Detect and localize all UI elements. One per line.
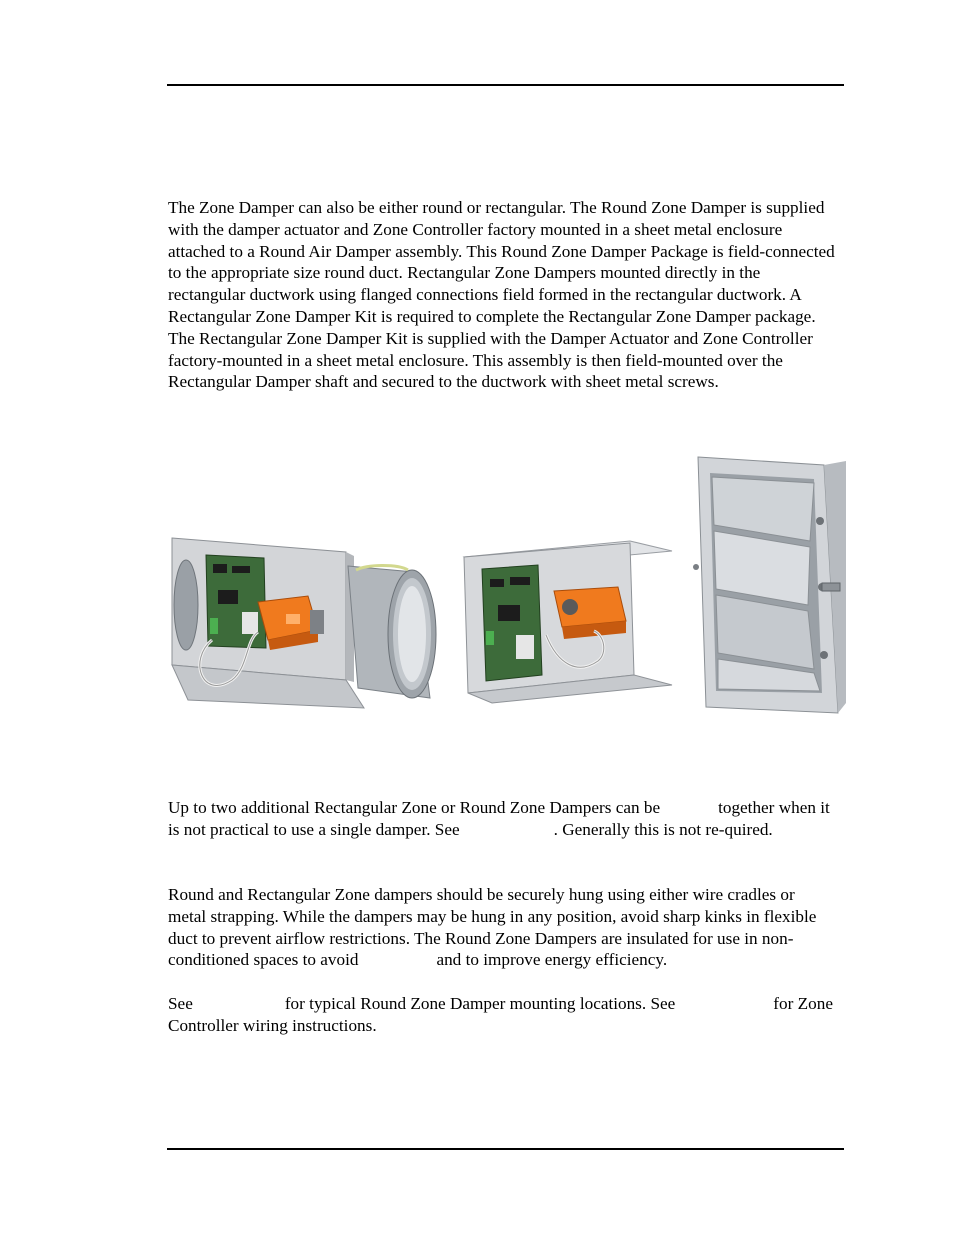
- slaving-text-1: Up to two additional Rectangular Zone or Round Zone Dampers can be: [168, 798, 661, 817]
- slaving-text-2: together when it is not practical to use a single damper. See: [168, 798, 830, 839]
- hanging-text-1: Round and Rectangular Zone dampers should be securely hung using either wire cradles or metal strapping. While the dampers may be hung in any position, avoid sharp kinks in flexible duct to prevent airflow restrictions. The Round Zone Dampers are insulated for use in non-conditioned spaces to avoid: [168, 885, 817, 970]
- see-text-3: for Zone Controller wiring instructions.: [168, 994, 833, 1035]
- slaving-paragraph: [168, 797, 836, 841]
- hanging-text-2: and to improve energy efficiency.: [436, 950, 668, 970]
- footer-rule: [167, 1148, 844, 1150]
- round-zone-damper-image: [168, 530, 440, 715]
- intro-paragraph: The Zone Damper can also be either round or rectangular. The Round Zone Damper is supplied with the damper actuator and Zone Controller factory mounted in a sheet metal enclosure attached to a Round Air Damper assembly. This Round Zone Damper Package is field-connected to the appropriate size round duct. Rectangular Zone Dampers mounted directly in the rectangular ductwork using flanged connections field formed in the rectangular ductwork. A Rectangular Zone Damper Kit is required to complete the Rectangular Zone Damper package. The Rectangular Zone Damper Kit is supplied with the Damper Actuator and Zone Controller factory-mounted in a sheet metal enclosure. This assembly is then field-mounted over the Rectangular Damper shaft and secured to the ductwork with sheet metal screws.: [168, 198, 835, 392]
- slaving-text-3: . Generally this is not re-quired.: [553, 819, 773, 839]
- rectangular-zone-damper-image: [692, 455, 848, 717]
- see-references-paragraph: [168, 993, 836, 1037]
- header-rule: [167, 84, 844, 86]
- hanging-paragraph: [168, 884, 836, 971]
- see-text-1: See: [168, 994, 193, 1013]
- rectangular-damper-kit-image: [458, 535, 676, 705]
- see-text-2: for typical Round Zone Damper mounting locations. See: [284, 994, 676, 1013]
